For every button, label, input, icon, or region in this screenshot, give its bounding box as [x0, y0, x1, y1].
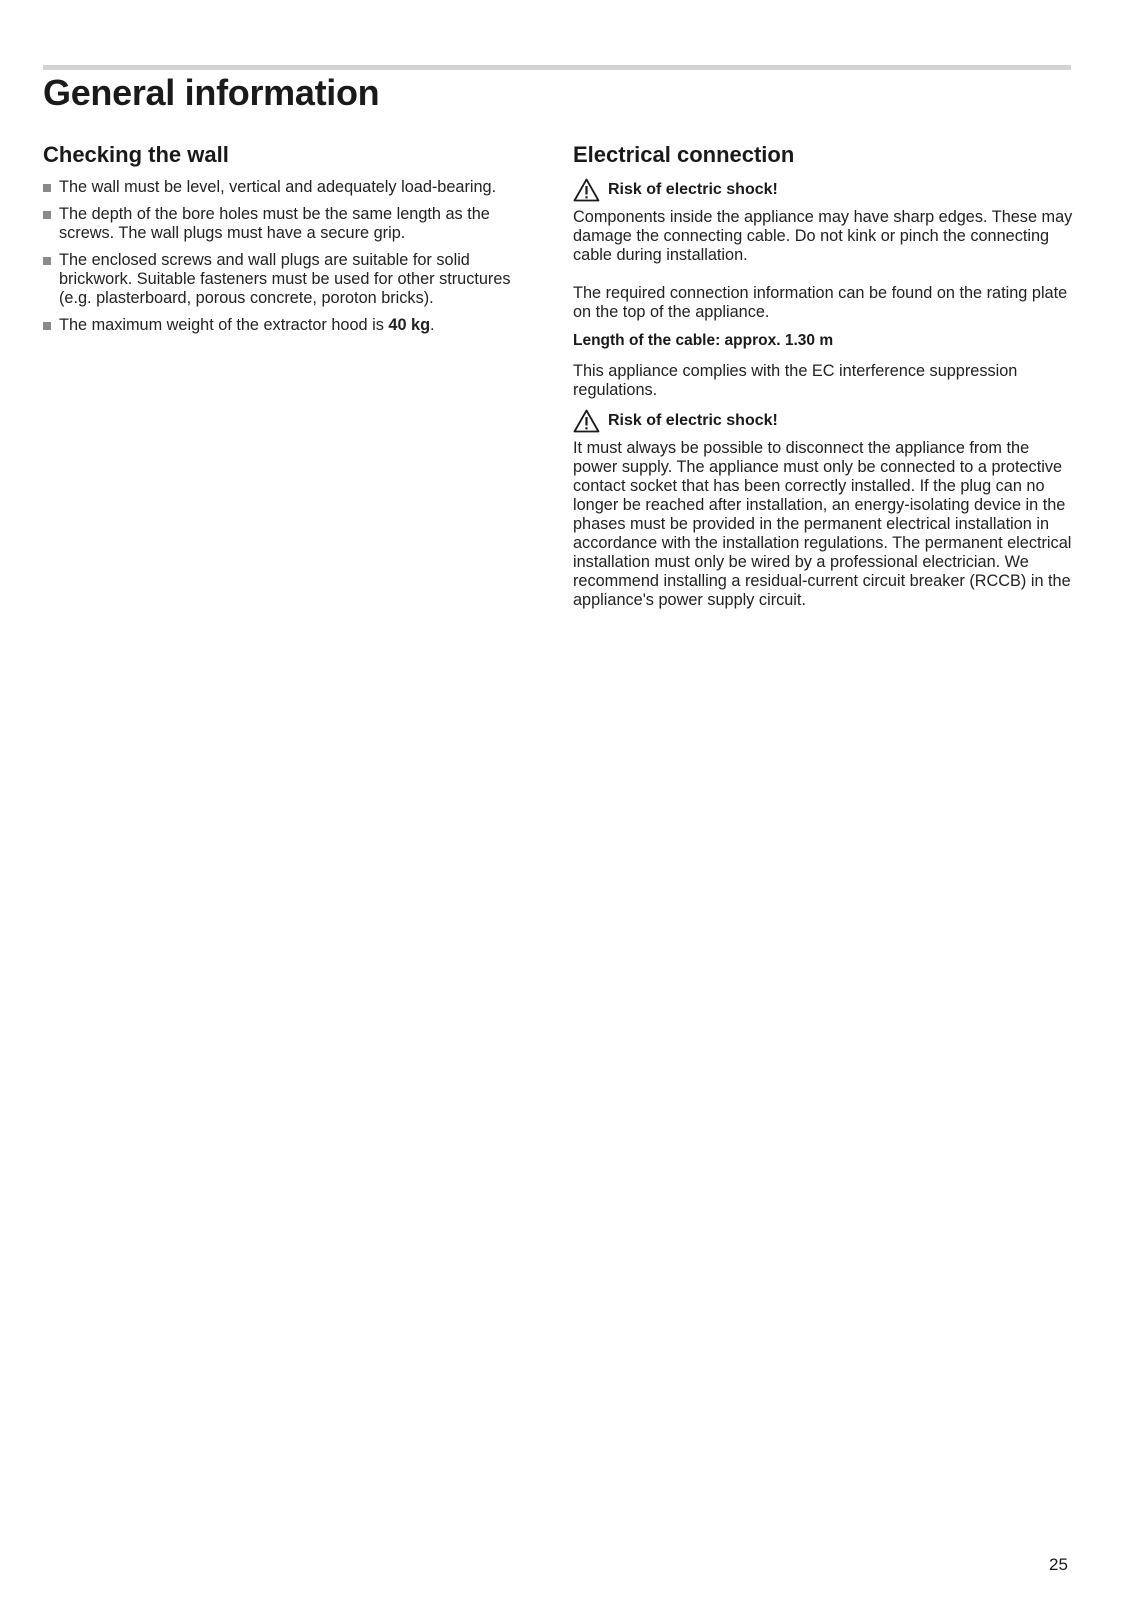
bullet-square-icon	[43, 322, 51, 330]
warning-triangle-icon	[573, 409, 600, 433]
list-item	[43, 178, 543, 197]
warning-text: It must always be possible to disconnect the appliance from the power supply. The appliance must only be connected to a protective contact socket that has been correctly installed. If the plug can no longer be reached after installation, an energy-isolating device in the phases must be provided in the permanent electrical installation in accordance with the installation regulations. The permanent electrical installation must only be wired by a professional electrician. We recommend installing a residual-current circuit breaker (RCCB) in the appliance's power supply circuit.	[573, 439, 1072, 609]
warning-triangle-icon	[573, 178, 600, 202]
bullet-square-icon	[43, 257, 51, 265]
cable-length-text: Length of the cable: approx. 1.30 m	[573, 332, 834, 349]
wall-requirements-list	[43, 178, 543, 335]
list-item	[43, 316, 543, 335]
bullet-square-icon	[43, 211, 51, 219]
list-item-text: The wall must be level, vertical and adequately load-bearing.	[59, 178, 497, 196]
warning-title: Risk of electric shock!	[608, 412, 778, 429]
page-number: 25	[1049, 1555, 1068, 1574]
warning-header	[573, 178, 1073, 202]
section-heading-electrical-connection: Electrical connection	[573, 142, 795, 167]
top-rule	[43, 65, 1071, 70]
weight-text-prefix: The maximum weight of the extractor hood is	[59, 316, 389, 334]
warning-text: Components inside the appliance may have sharp edges. These may damage the connecting cable. Do not kink or pinch the connecting cable during installation.	[573, 208, 1073, 264]
page-title: General information	[43, 72, 380, 113]
max-weight-value: 40 kg	[388, 316, 431, 334]
list-item-text: The enclosed screws and wall plugs are suitable for solid brickwork. Suitable fasteners must be used for other structures (e.g. plasterboard, porous concrete, poroton bricks).	[59, 251, 511, 307]
warning-title: Risk of electric shock!	[608, 181, 778, 198]
checking-wall-section	[43, 142, 543, 343]
section-heading-checking-wall: Checking the wall	[43, 142, 229, 167]
connection-info-text: The required connection information can be found on the rating plate on the top of the appliance.	[573, 284, 1068, 321]
list-item	[43, 251, 543, 308]
warning-header	[573, 409, 1073, 433]
weight-text-suffix: .	[430, 316, 435, 334]
ec-compliance-text: This appliance complies with the EC interference suppression regulations.	[573, 362, 1018, 399]
list-item	[43, 205, 543, 243]
list-item-text: The depth of the bore holes must be the same length as the screws. The wall plugs must have a secure grip.	[59, 205, 490, 242]
bullet-square-icon	[43, 184, 51, 192]
electrical-connection-section	[573, 142, 1073, 610]
